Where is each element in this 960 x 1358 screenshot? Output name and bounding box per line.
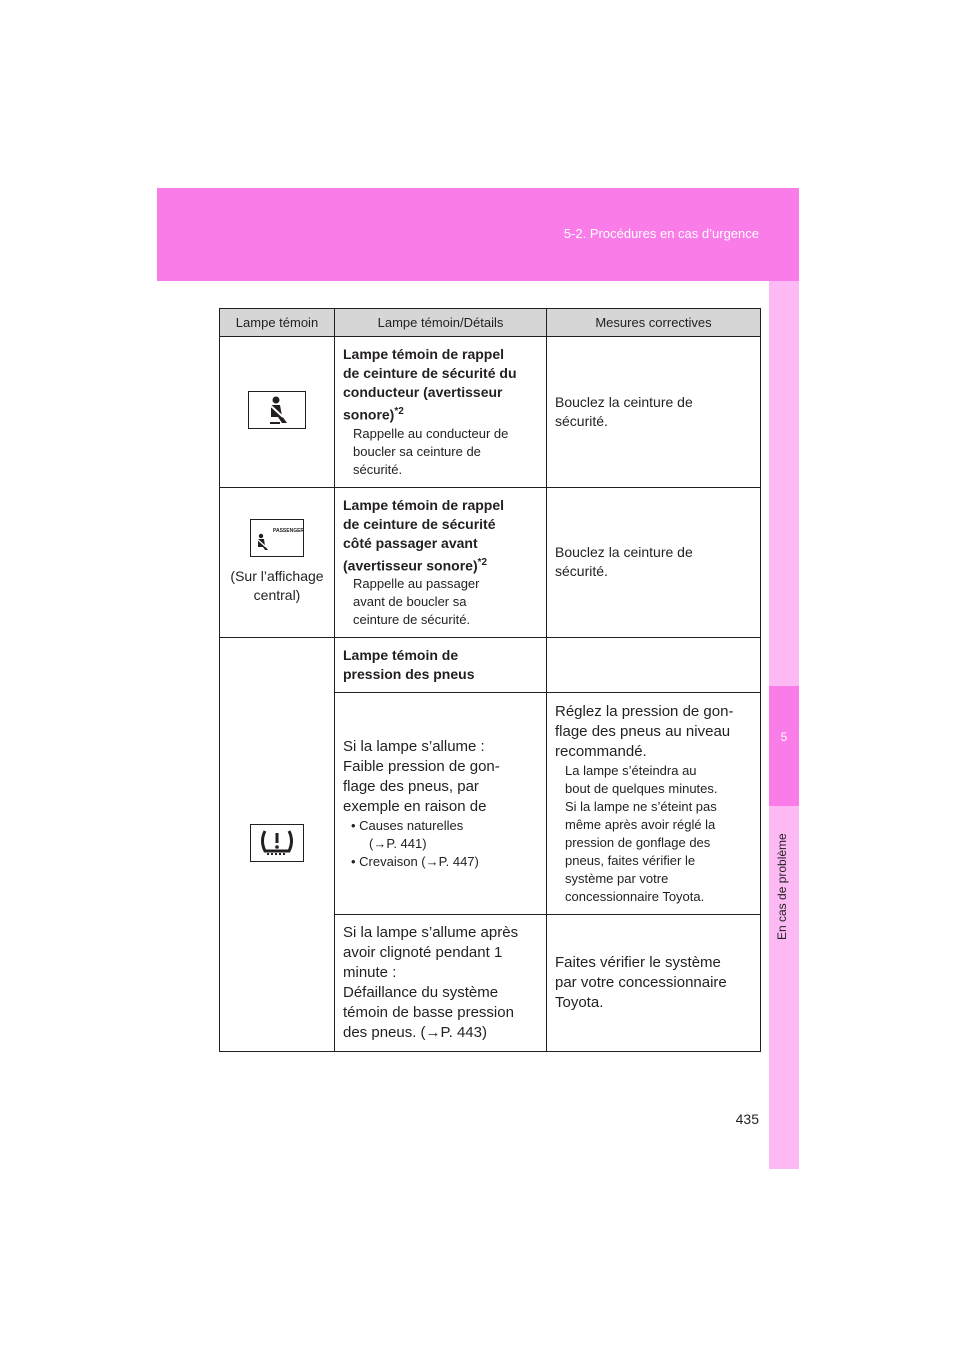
passenger-icon-text: PASSENGER — [273, 528, 303, 535]
column-header: Lampe témoin — [220, 309, 335, 337]
detail-line: avant de boucler sa — [353, 594, 467, 610]
chapter-label: En cas de problème — [775, 833, 789, 940]
detail-line: Rappelle au passager — [353, 576, 480, 592]
action-line: par votre concessionnaire — [555, 974, 727, 992]
condition-line: avoir clignoté pendant 1 — [343, 944, 503, 962]
condition-line: Si la lampe s’allume : — [343, 737, 485, 755]
action-note-line: pneus, faites vérifier le — [565, 852, 696, 868]
footnote-ref: *2 — [394, 406, 404, 417]
detail-line: Rappelle au conducteur de — [353, 425, 509, 441]
action-note-line: concessionnaire Toyota. — [565, 888, 705, 904]
tire-pressure-icon — [250, 824, 304, 862]
action-line: sécurité. — [555, 412, 608, 429]
condition-line: minute : — [343, 964, 397, 982]
action-line: recommandé. — [555, 742, 647, 760]
action-line: Faites vérifier le système — [555, 954, 721, 972]
condition-line: des pneus. (→P. 443) — [343, 1024, 487, 1042]
table-row — [220, 337, 761, 488]
action-line: Réglez la pression de gon- — [555, 702, 734, 720]
action-note-line: système par votre — [565, 870, 669, 886]
action-note-line: bout de quelques minutes. — [565, 780, 718, 796]
row-title-line: Lampe témoin de rappel — [343, 346, 505, 362]
section-title: 5-2. Procédures en cas d’urgence — [563, 226, 759, 241]
bullet-item: • Crevaison (→P. 447) — [351, 853, 479, 869]
bullet-item: • Causes naturelles — [351, 817, 464, 833]
footnote-ref: *2 — [477, 556, 488, 568]
action-note-line: La lampe s’éteindra au — [565, 762, 697, 778]
row-title-line: de ceinture de sécurité — [343, 515, 496, 532]
row-title-line: sonore) — [343, 406, 395, 423]
table-row — [220, 638, 761, 693]
table-header-row — [220, 309, 761, 337]
row-title-line: (avertisseur sonore) — [343, 557, 478, 574]
page-number: 435 — [735, 1111, 759, 1127]
action-line: sécurité. — [555, 563, 608, 580]
row-title-line: Lampe témoin de — [343, 647, 459, 664]
row-title-line: pression des pneus — [343, 666, 475, 683]
condition-line: flage des pneus, par — [343, 777, 479, 795]
detail-line: sécurité. — [353, 461, 403, 477]
bullet-item-cont: (→P. 441) — [369, 835, 427, 851]
action-line: flage des pneus au niveau — [555, 722, 731, 740]
table-row — [220, 487, 761, 638]
side-tab-marker — [769, 686, 799, 806]
detail-line: boucler sa ceinture de — [353, 443, 481, 459]
warning-lights-table — [219, 308, 761, 1052]
icon-caption: (Sur l’affichage central) — [230, 568, 324, 604]
detail-line: ceinture de sécurité. — [353, 612, 471, 628]
condition-line: exemple en raison de — [343, 797, 487, 815]
condition-line: Défaillance du système — [343, 984, 499, 1002]
row-title-line: conducteur (avertisseur — [343, 384, 503, 400]
row-title-line: de ceinture de sécurité du — [343, 365, 517, 381]
condition-line: témoin de basse pression — [343, 1004, 514, 1022]
row-title-line: Lampe témoin de rappel — [343, 496, 505, 513]
action-note-line: Si la lampe ne s’éteint pas — [565, 798, 717, 814]
action-note-line: même après avoir réglé la — [565, 816, 716, 832]
action-note-line: pression de gonflage des — [565, 834, 711, 850]
condition-line: Si la lampe s’allume après — [343, 924, 519, 942]
row-title-line: côté passager avant — [343, 534, 478, 551]
condition-line: Faible pression de gon- — [343, 757, 500, 775]
column-header: Lampe témoin/Détails — [335, 309, 547, 337]
chapter-number: 5 — [780, 730, 788, 744]
passenger-seatbelt-icon — [250, 519, 304, 557]
action-line: Bouclez la ceinture de — [555, 393, 693, 410]
column-header: Mesures correctives — [547, 309, 761, 337]
driver-seatbelt-icon — [248, 391, 306, 429]
action-line: Toyota. — [555, 994, 604, 1012]
action-line: Bouclez la ceinture de — [555, 544, 693, 561]
